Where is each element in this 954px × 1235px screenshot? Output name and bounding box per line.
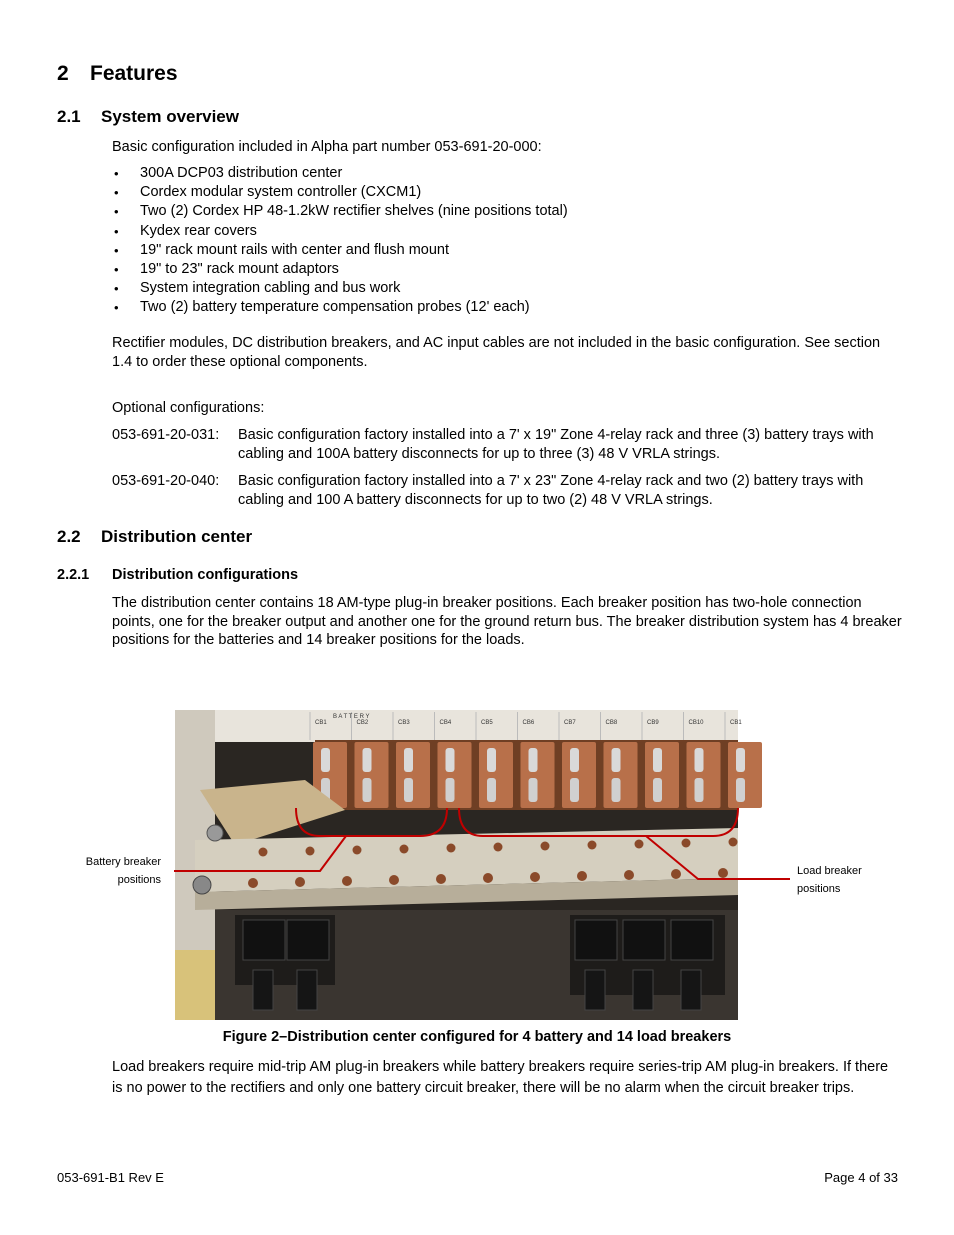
optional-config-2 [112,472,902,509]
section-heading [57,62,178,86]
position-label: CB7 [564,720,576,726]
subsubsection-title: Distribution configurations [112,567,299,583]
list-item: • Two (2) battery temperature compensation probes (12' each) [112,298,568,317]
list-item: • 19" rack mount rails with center and flush mount [112,241,568,260]
list-item: • Kydex rear covers [112,222,568,241]
position-label: CB6 [522,720,535,726]
optional-config-1 [112,426,902,463]
subsection-number: 2.2 [57,527,81,546]
subsection-heading-distribution [57,527,252,547]
overview-intro: Basic configuration included in Alpha part number 053-691-20-000: [112,139,542,155]
battery-callout-line2: positions [117,874,161,886]
optional-code: 053-691-20-031: [112,427,220,443]
subsubsection-heading [57,567,298,583]
position-label: CB3 [398,720,410,726]
position-label: CB4 [439,720,452,726]
position-label: CB2 [356,720,369,726]
subsubsection-number: 2.2.1 [57,567,90,583]
load-callout-line1: Load breaker [797,865,862,877]
position-label: CB8 [605,720,618,726]
subsection-number: 2.1 [57,107,81,126]
optional-code: 053-691-20-040: [112,473,220,489]
after-figure-text: Load breakers require mid-trip AM plug-in breakers while battery breakers require series-trip AM plug-in breakers. If there is no power to the rectifiers and only one battery circuit breaker, there will be no alarm when the circuit breaker trips. [112,1059,889,1096]
figure-caption: Figure 2–Distribution center configured for 4 battery and 14 load breakers [222,1029,732,1045]
footer-doc-number: 053-691-B1 Rev E [57,1170,164,1185]
position-label: CB1 [315,720,327,726]
load-callout-line2: positions [797,883,841,895]
load-callout [797,862,897,898]
position-label: CB1 [730,720,742,726]
optional-label: Optional configurations: [112,400,265,416]
subsection-heading-overview [57,107,239,127]
optional-desc: Basic configuration factory installed into a 7' x 19" Zone 4-relay rack and three (3) battery trays with cabling and 100A battery disconnects for up to three (3) 48 V VRLA strings. [238,427,874,462]
position-label: CB10 [688,720,704,726]
battery-callout-line1: Battery breaker [85,856,161,868]
callout-lines [150,800,800,890]
battery-label: B A T T E R Y [333,714,370,720]
list-item: • Cordex modular system controller (CXCM1) [112,183,568,202]
overview-note: Rectifier modules, DC distribution breakers, and AC input cables are not included in the basic configuration. See section 1.4 to order these optional components. [112,335,881,370]
list-item: • 19" to 23" rack mount adaptors [112,260,568,279]
distribution-text: The distribution center contains 18 AM-type plug-in breaker positions. Each breaker position has two-hole connection points, one for the breaker output and another one for the ground return bus. The breaker distribution system has 4 breaker positions for the batteries and 14 breaker positions for the loads. [112,595,902,648]
optional-desc: Basic configuration factory installed into a 7' x 23" Zone 4-relay rack and two (2) battery trays with cabling and 100 A battery disconnects for up to two (2) 48 V VRLA strings. [238,473,864,508]
position-label: CB9 [647,720,659,726]
list-item: • 300A DCP03 distribution center [112,164,568,183]
battery-callout [60,853,161,889]
list-item: • Two (2) Cordex HP 48-1.2kW rectifier shelves (nine positions total) [112,202,568,221]
section-number: 2 [57,62,69,85]
section-title: Features [90,62,178,85]
position-label: CB5 [481,720,493,726]
footer-page-number: Page 4 of 33 [824,1170,898,1185]
subsection-title: Distribution center [101,527,253,546]
subsection-title: System overview [101,107,239,126]
overview-list [112,164,568,318]
list-item: • System integration cabling and bus work [112,279,568,298]
